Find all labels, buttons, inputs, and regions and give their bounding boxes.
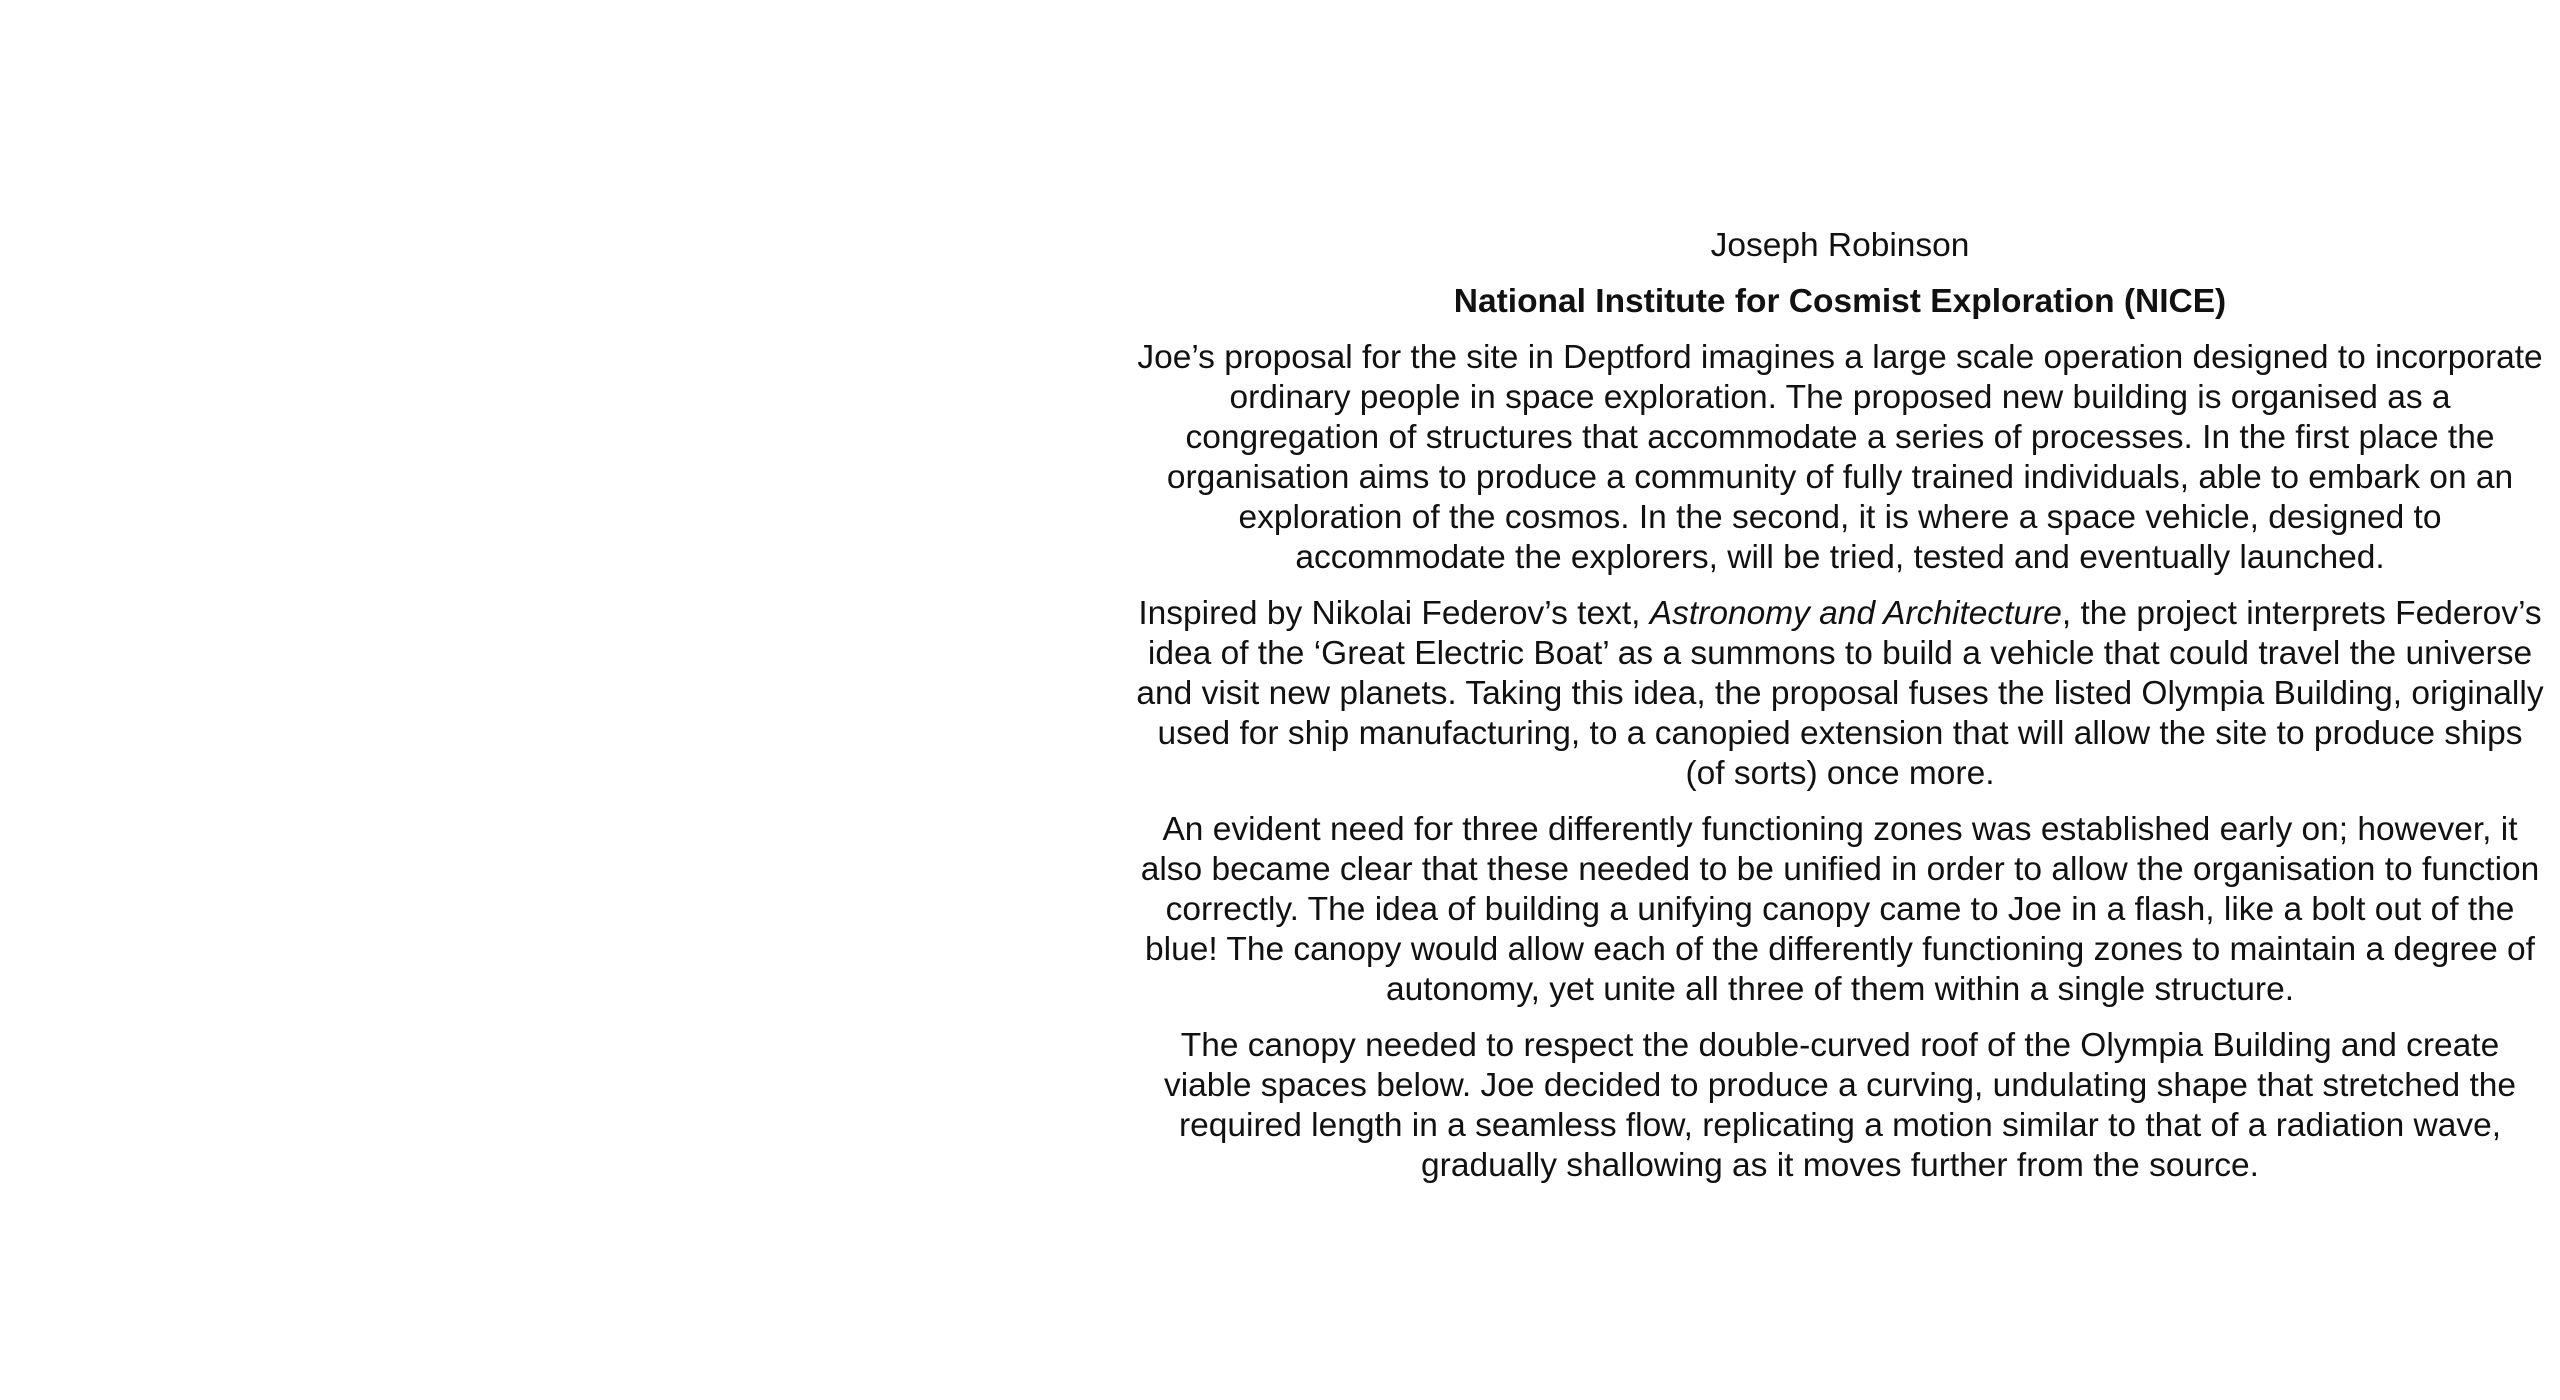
paragraph-2-intro: Inspired by Nikolai Federov’s text, (1138, 595, 1650, 632)
document-text-column (1135, 226, 2545, 1202)
paragraph-1: Joe’s proposal for the site in Deptford imagines a large scale operation designed to incorporate ordinary people in space exploration. The proposed new building is organised as a congregation of structures that accommodate a series of processes. In the first place the organisation aims to produce a community of fully trained individuals, able to embark on an exploration of the cosmos. In the second, it is where a space vehicle, designed to accommodate the explorers, will be tried, tested and eventually launched. (1137, 339, 2543, 576)
paragraph-4: The canopy needed to respect the double-curved roof of the Olympia Building and create viable spaces below. Joe decided to produce a curving, undulating shape that stretched the required length in a seamless flow, replicating a motion similar to that of a radiation wave, gradually shallowing as it moves further from the source. (1163, 1027, 2517, 1184)
book-title: Astronomy and Architecture (1649, 595, 2062, 632)
author-name: Joseph Robinson (1710, 227, 1970, 264)
paragraph-2 (1135, 594, 2545, 794)
paragraph-3: An evident need for three differently functioning zones was established early on; however, it also became clear that these needed to be unified in order to allow the organisation to function correctly. The idea of building a unifying canopy came to Joe in a flash, like a bolt out of the blue! The canopy would allow each of the differently functioning zones to maintain a degree of autonomy, yet unite all three of them within a single structure. (1140, 811, 2540, 1008)
paragraph-2-body: , the project interprets Federov’s idea of the ‘Great Electric Boat’ as a summons to build a vehicle that could travel the universe and visit new planets. Taking this idea, the proposal fuses the listed Olympia Building, originally used for ship manufacturing, to a canopied extension that will allow the site to produce ships (of sorts) once more. (1136, 595, 2544, 792)
project-title: National Institute for Cosmist Exploration (NICE) (1453, 283, 2227, 320)
